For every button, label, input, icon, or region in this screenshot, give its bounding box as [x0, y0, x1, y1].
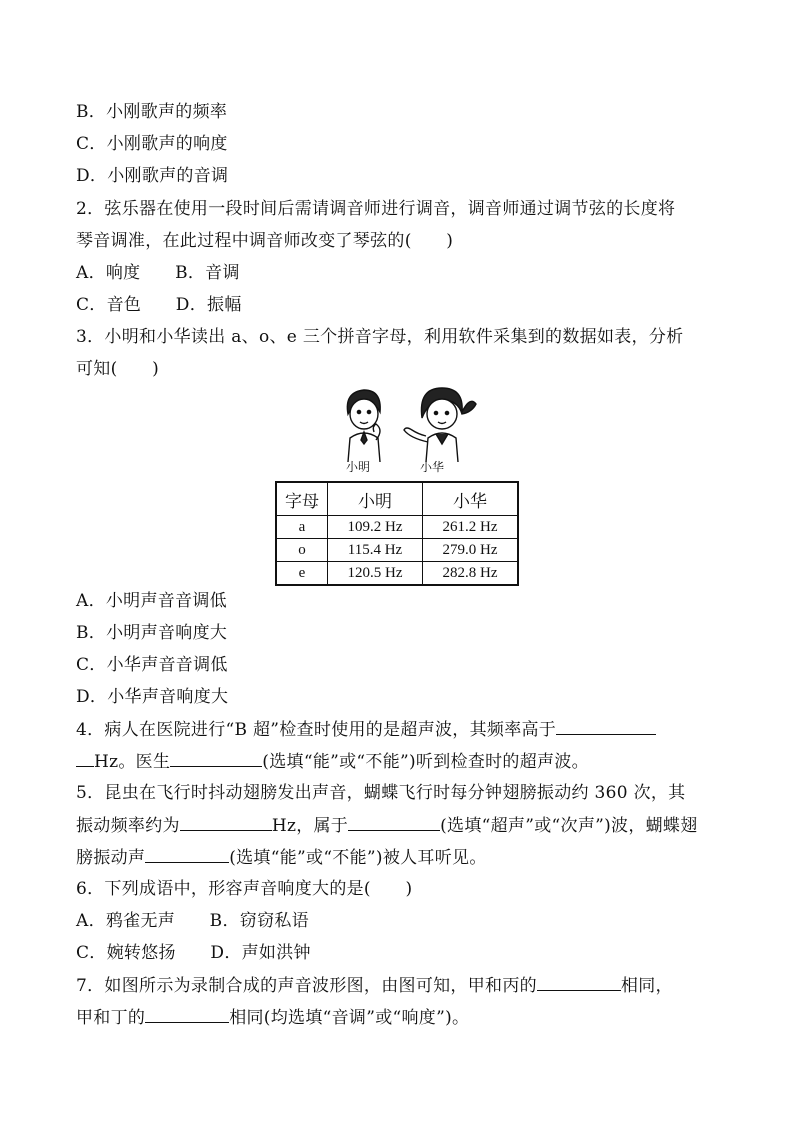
boy-figure	[347, 390, 380, 462]
q5-text-b: Hz，属于	[271, 816, 349, 836]
table-header-cell: 字母	[276, 482, 328, 516]
table-cell: 282.8 Hz	[423, 562, 519, 586]
table-cell: 120.5 Hz	[328, 562, 423, 586]
table-cell: 279.0 Hz	[423, 539, 519, 562]
q7-text-b: 相同，	[620, 976, 673, 996]
q6-options-row1: A．鸦雀无声 B．窃窃私语	[76, 911, 309, 931]
table-cell: 261.2 Hz	[423, 516, 519, 539]
q7-first-blank[interactable]	[537, 974, 621, 991]
q5-audible-blank[interactable]	[145, 846, 229, 863]
table-header-cell: 小明	[328, 482, 423, 516]
q5-stem-line1: 5．昆虫在飞行时抖动翅膀发出声音，蝴蝶飞行时每分钟翅膀振动约 360 次，其	[76, 783, 686, 803]
q3-option-d: D．小华声音响度大	[76, 687, 229, 707]
q1-option-c: C．小刚歌声的响度	[76, 134, 228, 154]
q3-stem-line1: 3．小明和小华读出 a、o、e 三个拼音字母，利用软件采集到的数据如表，分析	[76, 327, 684, 347]
q7-second-blank[interactable]	[145, 1006, 229, 1023]
table-cell: e	[276, 562, 328, 586]
girl-figure	[404, 388, 476, 462]
q2-options-row1: A．响度 B．音调	[76, 263, 240, 283]
q4-stem-text: 4．病人在医院进行“B 超”检查时使用的是超声波，其频率高于	[76, 720, 557, 740]
q4-line1	[76, 718, 656, 741]
q4-hz-text: Hz。医生	[94, 752, 171, 772]
q4-frequency-blank-cont[interactable]	[76, 750, 94, 767]
q6-stem: 6．下列成语中，形容声音响度大的是( )	[76, 879, 413, 899]
q3-option-a: A．小明声音音调低	[76, 591, 227, 611]
q4-frequency-blank[interactable]	[556, 718, 656, 735]
table-row	[276, 562, 518, 586]
pitch-frequency-table	[275, 481, 519, 586]
table-cell: o	[276, 539, 328, 562]
q4-choice-text: (选填“能”或“不能”)听到检查时的超声波。	[262, 752, 589, 772]
q3-illustration	[330, 382, 480, 482]
q7-line1	[76, 974, 673, 997]
table-cell: 109.2 Hz	[328, 516, 423, 539]
table-row	[276, 516, 518, 539]
children-illustration	[330, 382, 480, 462]
q2-stem-line2: 琴音调准，在此过程中调音师改变了琴弦的( )	[76, 231, 454, 251]
q7-text-d: 相同(均选填“音调”或“响度”)。	[229, 1008, 470, 1028]
q7-text-c: 甲和丁的	[76, 1008, 146, 1028]
q5-line2	[76, 814, 698, 837]
q4-line2	[76, 750, 589, 773]
q7-text-a: 7．如图所示为录制合成的声音波形图，由图可知，甲和丙的	[76, 976, 537, 996]
q5-wave-type-blank[interactable]	[348, 814, 440, 831]
q1-option-b: B．小刚歌声的频率	[76, 102, 228, 122]
q3-option-c: C．小华声音音调低	[76, 655, 228, 675]
q5-line3	[76, 846, 487, 869]
q5-frequency-blank[interactable]	[180, 814, 272, 831]
q6-options-row2: C．婉转悠扬 D．声如洪钟	[76, 943, 311, 963]
q5-text-e: (选填“能”或“不能”)被人耳听见。	[229, 848, 487, 868]
q2-options-row2: C．音色 D．振幅	[76, 295, 242, 315]
q2-stem-line1: 2．弦乐器在使用一段时间后需请调音师进行调音，调音师通过调节弦的长度将	[76, 199, 676, 219]
q3-option-b: B．小明声音响度大	[76, 623, 228, 643]
q5-text-c: (选填“超声”或“次声”)波，蝴蝶翅	[440, 816, 698, 836]
q7-line2	[76, 1006, 469, 1029]
q5-text-d: 膀振动声	[76, 848, 146, 868]
q1-option-d: D．小刚歌声的音调	[76, 166, 229, 186]
q4-hearing-blank[interactable]	[170, 750, 262, 767]
table-header-row	[276, 482, 518, 516]
q3-stem-line2: 可知( )	[76, 359, 160, 379]
table-row	[276, 539, 518, 562]
table-cell: a	[276, 516, 328, 539]
q5-text-a: 振动频率约为	[76, 816, 180, 836]
table-header-cell: 小华	[423, 482, 519, 516]
figure-label-xiaoming: 小明	[346, 460, 371, 474]
figure-label-xiaohua: 小华	[420, 460, 445, 474]
table-cell: 115.4 Hz	[328, 539, 423, 562]
